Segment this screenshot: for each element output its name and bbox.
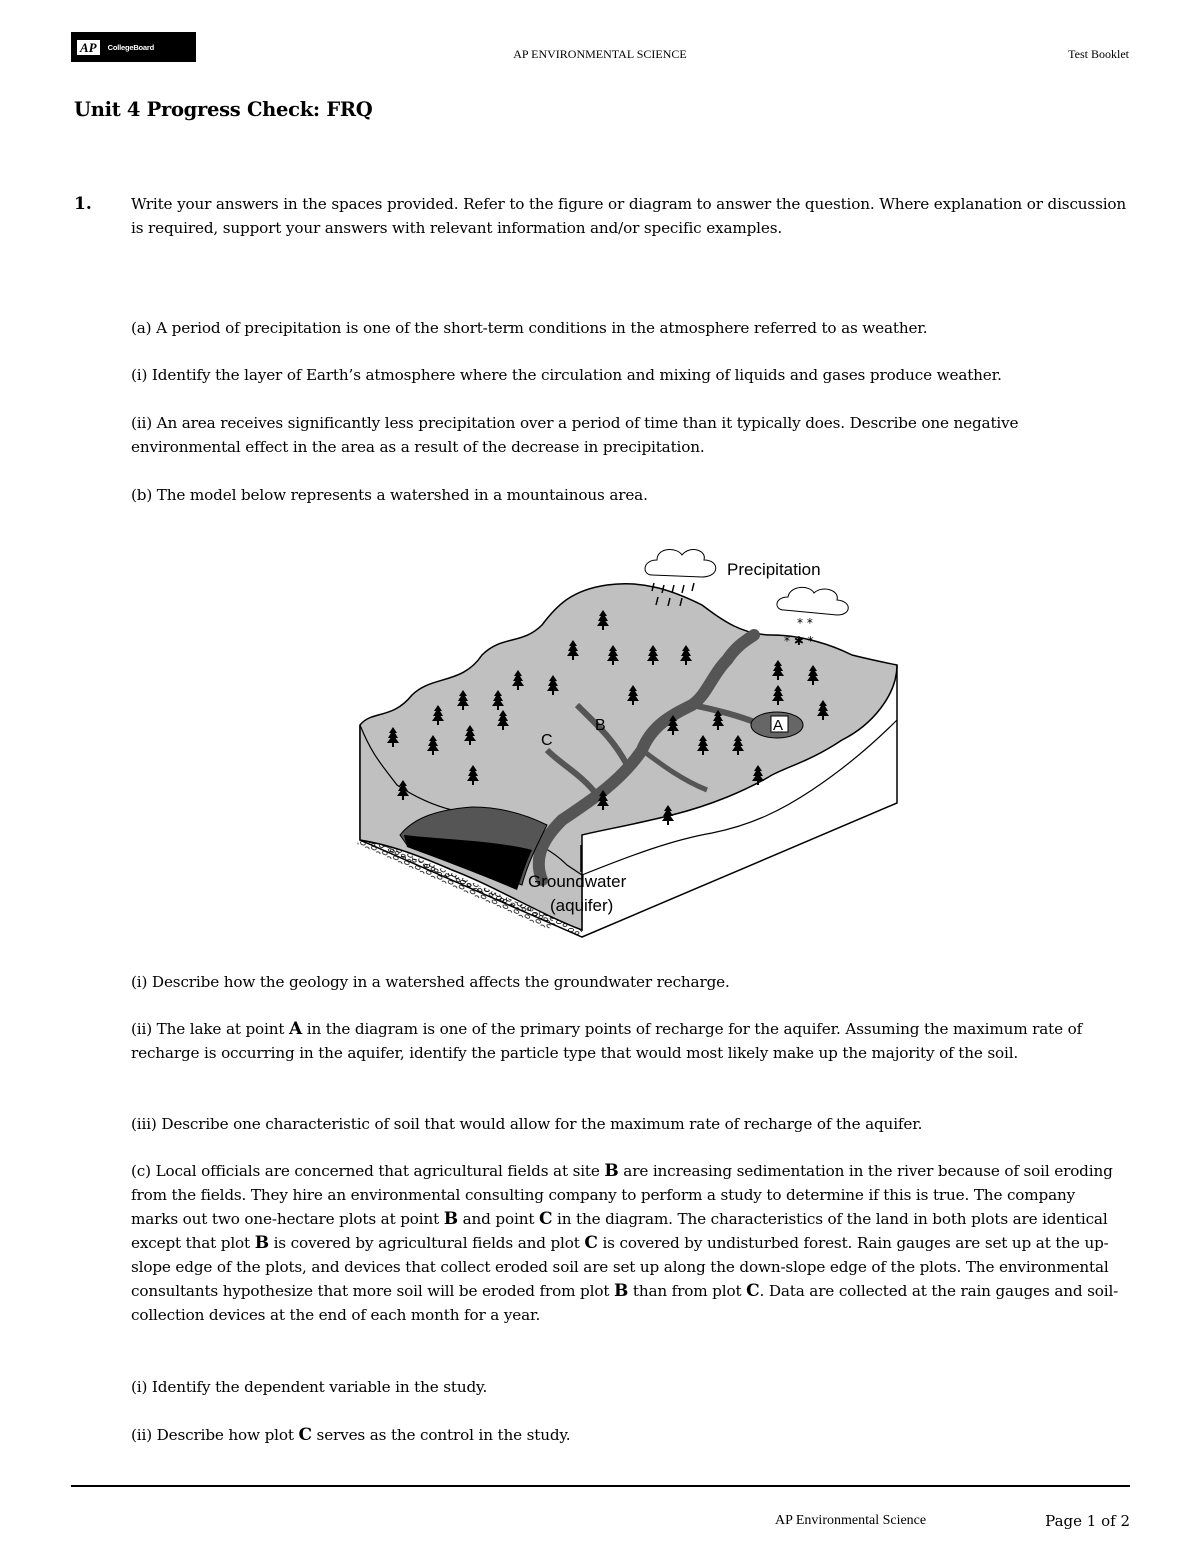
precipitation-label: Precipitation [727, 560, 821, 579]
point-b-label: B [595, 717, 606, 734]
point-c-label: C [541, 732, 553, 749]
footer-course: AP Environmental Science [775, 1513, 927, 1528]
question-number: 1. [74, 194, 92, 214]
header-course-title: AP ENVIRONMENTAL SCIENCE [513, 47, 687, 61]
part-b-ii: (ii) The lake at point A in the diagram is one of the primary points of recharge for the aquifer. Assuming the maximum rate of recharge is occurring in the aquifer, identify the particle type that would most likely make up the majority of the soil. [131, 1019, 1083, 1062]
svg-text:* ✱ *: * ✱ * [784, 634, 814, 648]
page-title: Unit 4 Progress Check: FRQ [74, 98, 373, 121]
aquifer-label: (aquifer) [550, 896, 614, 915]
footer-page-number: Page 1 of 2 [1045, 1512, 1130, 1530]
logo-ap-mark: AP [77, 40, 100, 55]
groundwater-label: Groundwater [528, 872, 627, 891]
part-c-ii: (ii) Describe how plot C serves as the control in the study. [131, 1425, 571, 1445]
part-a-ii: (ii) An area receives significantly less precipitation over a period of time than it typically does. Describe one negative environmental effect in the area as a result of the decrease in precipitation. [131, 414, 1019, 456]
part-a-i: (i) Identify the layer of Earth’s atmosphere where the circulation and mixing of liquids and gases produce weather. [131, 366, 1002, 384]
part-b: (b) The model below represents a watershed in a mountainous area. [131, 486, 648, 504]
part-c-i: (i) Identify the dependent variable in the study. [131, 1378, 488, 1396]
point-a-label: A [773, 717, 784, 734]
part-c: (c) Local officials are concerned that agricultural fields at site B are increasing sedimentation in the river because of soil eroding from the fields. They hire an environmental consulting company to perform a study to determine if this is true. The company marks out two one-hectare plots at point B and point C in the diagram. The characteristics of the land in both plots are identical except that plot B is covered by agricultural fields and plot C is covered by undisturbed forest. Rain gauges are set up at the up-slope edge of the plots, and devices that collect eroded soil are set up along the down-slope edge of the plots. The environmental consultants hypothesize that more soil will be eroded from plot B than from plot C. Data are collected at the rain gauges and soil-collection devices at the end of each month for a year. [131, 1161, 1119, 1324]
svg-text:* *: * * [797, 616, 813, 630]
point-a-ref: A [289, 1019, 303, 1039]
point-c-ref: C [298, 1425, 312, 1445]
question-intro: Write your answers in the spaces provided. Refer to the figure or diagram to answer the question. Where explanation or discussion is required, support your answers with relevant information and/or specific examples. [131, 195, 1127, 237]
watershed-diagram [352, 535, 912, 945]
part-b-i: (i) Describe how the geology in a watershed affects the groundwater recharge. [131, 973, 730, 991]
logo-collegeboard-text: CollegeBoard [107, 42, 154, 52]
footer-divider [71, 1485, 1130, 1487]
part-a: (a) A period of precipitation is one of the short-term conditions in the atmosphere referred to as weather. [131, 319, 928, 337]
header-booklet-label: Test Booklet [1068, 47, 1129, 61]
part-b-iii: (iii) Describe one characteristic of soil that would allow for the maximum rate of recharge of the aquifer. [131, 1115, 923, 1133]
snow-cloud-icon [777, 587, 848, 648]
